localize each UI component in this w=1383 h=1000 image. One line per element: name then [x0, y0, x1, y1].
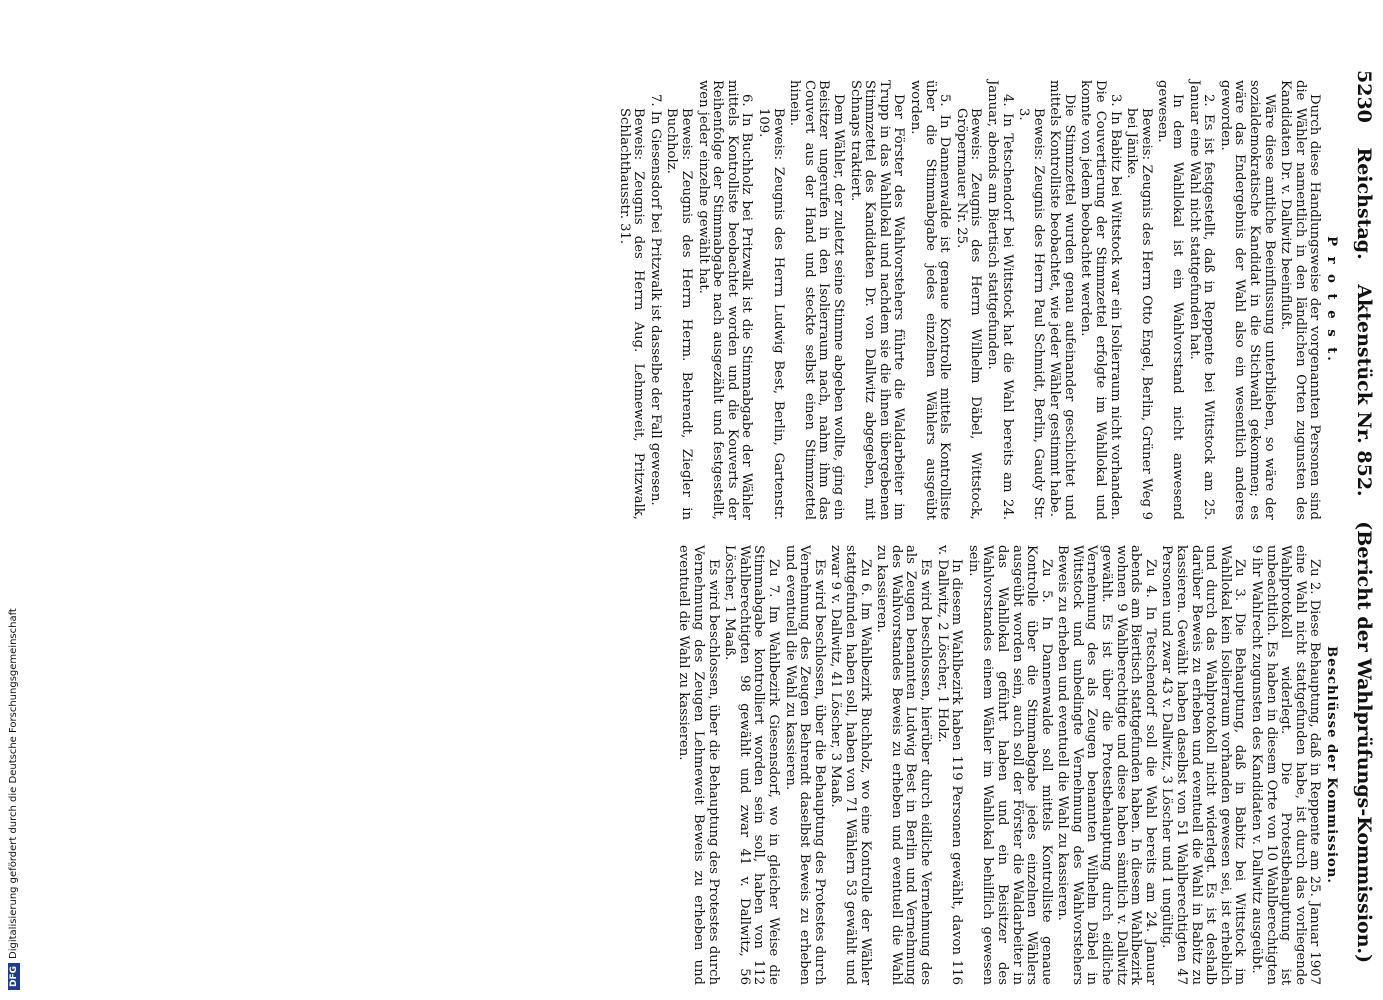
protest-point-2: 2. Es ist festgestellt, daß in Reppente bei Wittstock am 25. Januar eine Wahl nicht stattgefunden hat. — [1186, 80, 1217, 520]
proof-label: Beweis: — [968, 108, 984, 161]
decision-6b: Es wird beschlossen, über die Behauptung des Protestes durch Vernehmung des Zeugen Behrendt daselbst Beweis zu erheben und eventuell die Wahl zu kassieren. — [782, 545, 827, 985]
protest-column — [38, 80, 1338, 520]
protest-point-5: 5. In Dannenwalde ist genaue Kontrolle mittels Kontrolliste über die Stimmabgabe jedes einzelnen Wählers ausgeübt worden. — [907, 80, 953, 520]
proof-text: Zeugnis des Herrn Paul Schmidt, Berlin, Gaudy Str. 3. — [1016, 108, 1046, 520]
decision-7: Zu 7. Im Wahlbezirk Giesensdorf, wo in gleicher Weise die Stimmabgabe kontrolliert worden sein soll, haben von 112 Wahlberechtigten 98 gewählt und zwar 41 v. Dallwitz, 56 Löscher, 1 Maaß. — [722, 545, 782, 985]
decision-4: Zu 4. In Tetschendorf soll die Wahl bereits am 24. Januar abends am Biertisch stattgefunden haben. In diesem Wahlbezirk wohnen 9 Wahlberechtigte und diese haben sämtlich v. Dallwitz gewählt. Es ist über die Protestbehauptung durch eidliche Vernehmung des als Zeugen benannten Wilhelm Däbel in Wittstock und unbedingte Vernehmung des Wahlvorstehers Beweis zu erheben und eventuell die Wahl zu kassieren. — [1055, 545, 1158, 985]
dfg-logo: DFG — [8, 963, 20, 990]
header-doc: Aktenstück Nr. 852. — [1353, 284, 1375, 497]
decision-6: Zu 6. Im Wahlbezirk Buchholz, wo eine Kontrolle der Wähler stattgefunden haben soll, haben von 71 Wählern 53 gewählt und zwar 9 v. Dallwitz, 41 Löscher, 3 Maaß. — [828, 545, 873, 985]
protest-point-2b: In dem Wahllokal ist ein Wahlvorstand nicht anwesend gewesen. — [1155, 80, 1186, 520]
page-header — [1341, 70, 1375, 990]
protest-point-3: 3. In Babitz bei Wittstock war ein Isolierraum nicht vorhanden. Die Couvertierung der Stimmzettel erfolgte im Wahllokal und konnte von jedem beobachtet werden. — [1078, 80, 1123, 520]
protest-point-5c: Dem Wähler, der zuletzt seine Stimme abgeben wollte, ging ein Beisitzer ungerufen in den Isolierraum nach, nahm ihm das Couvert aus der Hand und steckte selbst einen Stimmzettel hinein. — [787, 80, 846, 520]
credit-text: Digitalisierung gefördert durch die Deutsche Forschungsgemeinschaft — [8, 608, 19, 959]
protest-intro: Durch diese Handlungsweise der vorgenannten Personen sind die Wähler namentlich in den ländlichen Orten zugunsten des Kandidaten Dr. v. Dallwitz beeinflußt. — [1278, 80, 1323, 520]
header-body: Reichstag. — [1353, 147, 1375, 260]
decision-2: Zu 2. Diese Behauptung, daß in Reppente am 25. Januar 1907 eine Wahl nicht stattgefunden habe, ist durch das vorliegende Wahlprotokoll widerlegt. Die Protestbehauptung ist unbeachtlich. Es haben in diesem Orte von 10 Wahlberechtigten 9 ihr Wahlrecht zugunsten des Kandidaten v. Dallwitz ausgeübt. — [1249, 545, 1323, 985]
digitization-credit — [8, 608, 20, 990]
decision-3: Zu 3. Die Behauptung, daß in Babitz bei Wittstock im Wahllokal kein Isolierraum vorhanden gewesen sei, ist erheblich und durch das Wahlprotokoll nicht widerlegt. Es ist deshalb darüber Beweis zu erheben und eventuell die Wahl in Babitz zu kassieren. Gewählt haben daselbst von 51 Wahlberechtigten 47 Personen und zwar 43 v. Dallwitz, 3 Löscher und 1 ungültig. — [1159, 545, 1248, 985]
proof-label: Beweis: — [770, 108, 786, 161]
protest-point-6: 6. In Buchholz bei Pritzwalk ist die Stimmabgabe der Wähler mittels Kontrolliste beobachtet worden und die Kouverts der Reihenfolge der Stimmabgabe nach ausgezählt und festgestellt, wen jeder einzelne gewählt hat. — [695, 80, 755, 520]
proof-text: Zeugnis des Herrn Wilhelm Däbel, Wittstock, Gröpermauer Nr. 25. — [953, 108, 984, 520]
proof-label: Beweis: — [679, 108, 695, 161]
header-subtitle: (Bericht der Wahlprüfungs-Kommission.) — [1353, 521, 1375, 964]
protest-point-4: 4. In Tetschendorf bei Wittstock hat die Wahl bereits am 24. Januar, abends am Biertisch stattgefunden. — [984, 80, 1015, 520]
proof-label: Beweis: — [1030, 108, 1046, 161]
decision-5c: Es wird beschlossen, hierüber durch eidliche Vernehmung des als Zeugen benannten Ludwig Best in Berlin und Vernehmung des Wahlvorstandes Beweis zu erheben und eventuell die Wahl zu kassieren. — [874, 545, 933, 985]
decisions-column — [38, 545, 1338, 985]
protest-heading: P r o t e s t. — [1324, 236, 1339, 364]
protest-intro-2: Wäre diese amtliche Beeinflussung unterblieben, so wäre der sozialdemokratische Kandidat in die Stichwahl gekommen; es wäre das Endergebnis der Wahl also ein wesentlich anderes geworden. — [1217, 80, 1277, 520]
decisions-heading: Beschlüsse der Kommission. — [1324, 646, 1339, 884]
proof-text: Zeugnis des Herrn Herm. Behrendt, Ziegler in Buchholz. — [664, 108, 695, 520]
page-number: 5230 — [1353, 70, 1375, 123]
decision-7b: Es wird beschlossen, über die Behauptung des Protestes durch Vernehmung des Zeugen Lehmeweit Beweis zu erheben und eventuell die Wahl zu kassieren. — [676, 545, 721, 985]
decision-5: Zu 5. In Dannenwalde soll mittels Kontrolliste genaue Kontrolle über die Stimmabgabe jedes einzelnen Wählers ausgeübt worden sein, auch soll der Förster die Waldarbeiter in das Wahllokal geführt haben und ein Beisitzer des Wahlvorstandes einem Wähler im Wahllokal behilflich gewesen sein. — [965, 545, 1054, 985]
proof-label: Beweis: — [631, 108, 647, 161]
protest-point-3b: Die Stimmzettel wurden genau aufeinander geschichtet und mittels Kontrolliste beobachtet, wie jeder Wähler gestimmt habe. — [1047, 80, 1077, 520]
proof-text: Zeugnis des Herrn Aug. Lehmeweit, Pritzwalk, Schlachthausstr. 31. — [616, 108, 647, 520]
proof-text: Zeugnis des Herrn Otto Engel, Berlin, Grüner Weg 9 bei Jänike. — [1124, 108, 1154, 520]
protest-point-5b: Der Förster des Wahlvorstehers führte die Waldarbeiter im Trupp in das Wahllokal und nachdem sie die ihnen übergebenen Stimmzettel des Kandidaten Dr. von Dallwitz abgegeben, mit Schnaps traktiert. — [847, 80, 907, 520]
protest-point-7: 7. In Giesensdorf bei Pritzwalk ist dasselbe der Fall gewesen. — [647, 94, 663, 506]
proof-label: Beweis: — [1138, 108, 1154, 161]
proof-text: Zeugnis des Herrn Ludwig Best, Berlin, Gartenstr. 109. — [756, 108, 786, 520]
decision-5b: In diesem Wahlbezirk haben 119 Personen gewählt, davon 116 v. Dallwitz, 2 Löscher, 1 Holz. — [934, 545, 965, 985]
